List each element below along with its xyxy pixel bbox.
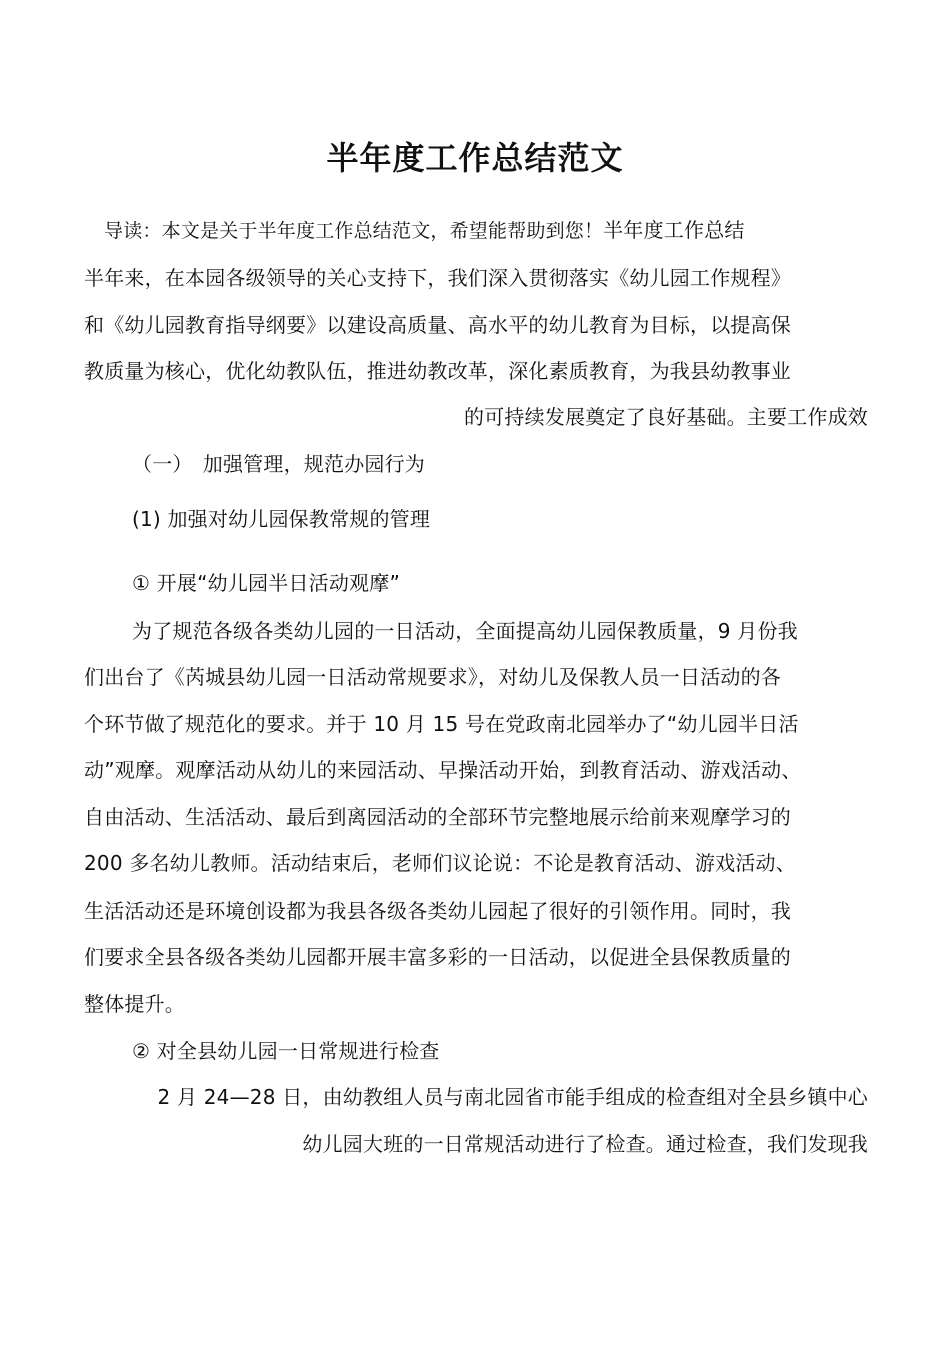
paragraph-line: 动”观摩。观摩活动从幼儿的来园活动、早操活动开始，到教育活动、游戏活动、 <box>84 758 802 782</box>
paragraph-line: 们要求全县各级各类幼儿园都开展丰富多彩的一日活动，以促进全县保教质量的 <box>84 945 791 969</box>
intro-line-3: 教质量为核心，优化幼教队伍，推进幼教改革，深化素质教育，为我县幼教事业 <box>84 359 791 383</box>
paragraph-line: 为了规范各级各类幼儿园的一日活动，全面提高幼儿园保教质量，9 月份我 <box>132 619 798 643</box>
paragraph-line: 个环节做了规范化的要求。并于 10 月 15 号在党政南北园举办了“幼儿园半日活 <box>84 712 799 736</box>
paragraph-line: 们出台了《芮城县幼儿园一日活动常规要求》，对幼儿及保教人员一日活动的各 <box>84 665 781 689</box>
intro-guide-line <box>104 216 745 245</box>
page-title: 半年度工作总结范文 <box>326 139 624 177</box>
section-heading: （一） 加强管理，规范办园行为 <box>132 452 425 476</box>
paragraph-line: 幼儿园大班的一日常规活动进行了检查。通过检查，我们发现我 <box>302 1132 868 1156</box>
subsection-heading: (1) 加强对幼儿园保教常规的管理 <box>132 507 431 531</box>
guide-text: 导读：本文是关于半年度工作总结范文，希望能帮助到您！ <box>104 220 604 242</box>
intro-line-4: 的可持续发展奠定了良好基础。主要工作成效 <box>464 405 868 429</box>
paragraph-line: 自由活动、生活活动、最后到离园活动的全部环节完整地展示给前来观摩学习的 <box>84 805 791 829</box>
paragraph-line: 整体提升。 <box>84 992 185 1016</box>
intro-line-2: 和《幼儿园教育指导纲要》以建设高质量、高水平的幼儿教育为目标，以提高保 <box>84 313 791 337</box>
item-heading-2: ② 对全县幼儿园一日常规进行检查 <box>132 1039 440 1063</box>
intro-line-1: 半年来，在本园各级领导的关心支持下，我们深入贯彻落实《幼儿园工作规程》 <box>84 266 791 290</box>
paragraph-line: 200 多名幼儿教师。活动结束后，老师们议论说：不论是教育活动、游戏活动、 <box>84 851 796 875</box>
guide-suffix: 半年度工作总结 <box>603 218 745 242</box>
item-heading-1: ① 开展“幼儿园半日活动观摩” <box>132 571 401 595</box>
paragraph-line: 2 月 24—28 日，由幼教组人员与南北园省市能手组成的检查组对全县乡镇中心 <box>157 1085 868 1109</box>
paragraph-line: 生活活动还是环境创设都为我县各级各类幼儿园起了很好的引领作用。同时，我 <box>84 899 791 923</box>
